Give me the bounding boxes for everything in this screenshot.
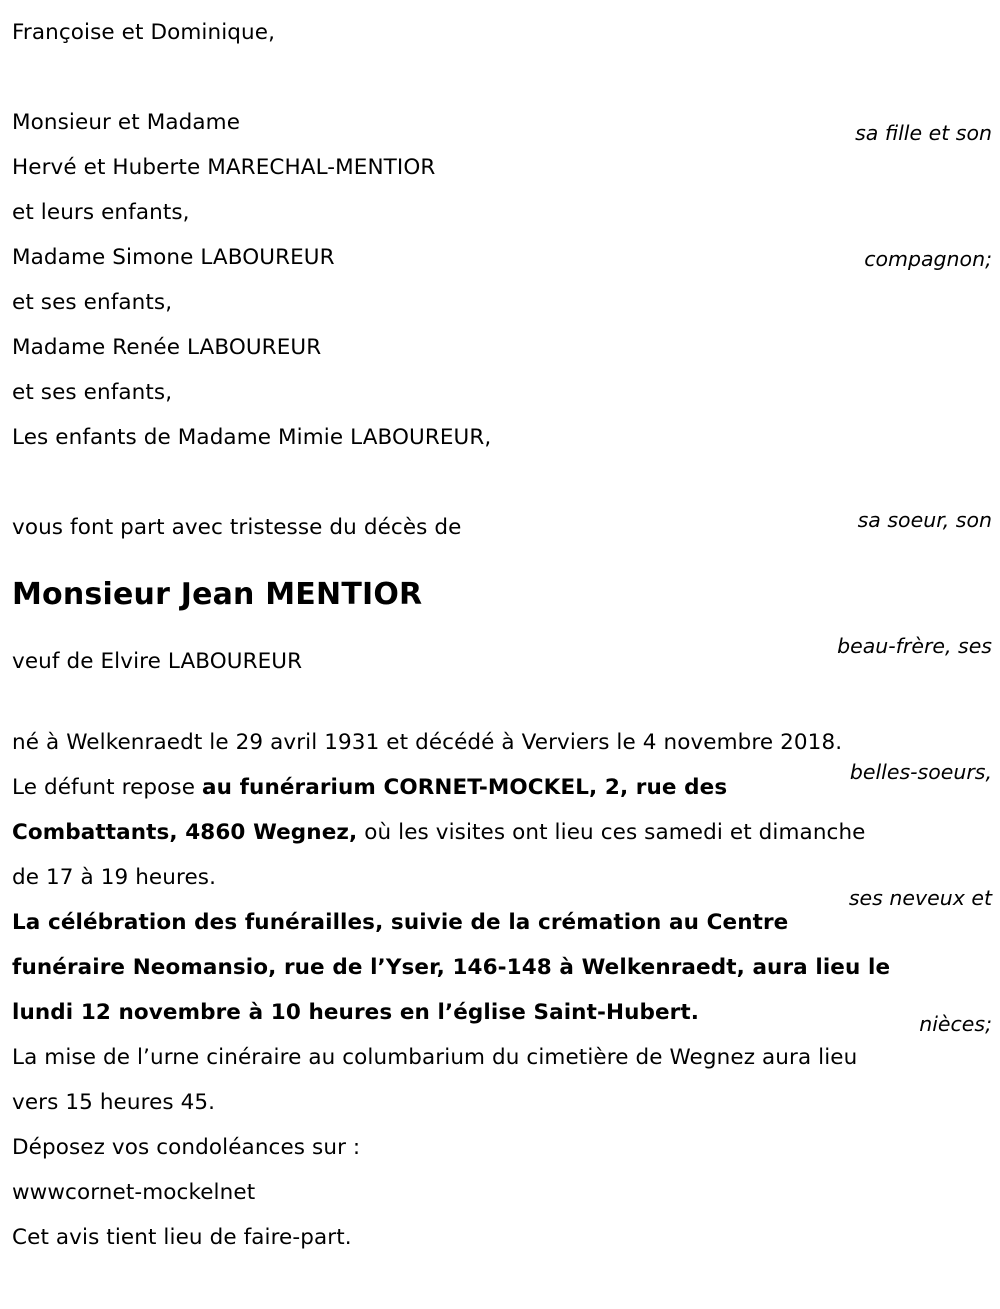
closing-line: Cet avis tient lieu de faire-part.: [12, 1225, 352, 1250]
relation-line: ses neveux et: [848, 886, 992, 910]
urn-paragraph: La mise de l’urne cinéraire au columbarium du cimetière de Wegnez aura lieu vers 15 heures 45.: [12, 1045, 858, 1115]
paragraph-spacer: [12, 550, 712, 572]
repose-text-part-3: où les visites ont lieu ces samedi et dimanche de 17 à 19 heures.: [12, 820, 866, 890]
funerarium-address: au funérarium CORNET-MOCKEL, 2, rue des Combattants, 4860 Wegnez,: [12, 775, 728, 845]
announcer-line: et leurs enfants,: [12, 200, 190, 225]
relation-line: sa fille et son: [855, 121, 992, 145]
announcer-line: et ses enfants,: [12, 290, 173, 315]
relation-line: compagnon;: [864, 247, 992, 271]
notice-body: [12, 0, 891, 1260]
relation-line: beau-frère, ses: [837, 634, 992, 658]
birth-death-line: né à Welkenraedt le 29 avril 1931 et décédé à Verviers le 4 novembre 2018.: [12, 730, 843, 755]
relation-line: belles-soeurs,: [849, 760, 992, 784]
condolences-prompt: Déposez vos condoléances sur :: [12, 1135, 361, 1160]
announcer-line: Madame Simone LABOUREUR: [12, 245, 335, 270]
repose-text-part-1: Le défunt repose: [12, 775, 202, 800]
announcer-line: Françoise et Dominique,: [12, 20, 276, 45]
paragraph-spacer: [12, 460, 712, 505]
paragraph-spacer: [12, 617, 712, 639]
paragraph-spacer: [12, 55, 712, 100]
ceremony-paragraph: La célébration des funérailles, suivie de la crémation au Centre funéraire Neomansio, rue de l’Yser, 146-148 à Welkenraedt, aura lieu le lundi 12 novembre à 10 heures en l’église Saint-Hubert.: [12, 910, 891, 1025]
relation-line: nièces;: [919, 1012, 992, 1036]
paragraph-spacer: [12, 684, 712, 720]
announcer-line: Madame Renée LABOUREUR: [12, 335, 322, 360]
announcement-intro: vous font part avec tristesse du décès de: [12, 515, 462, 540]
announcer-line: et ses enfants,: [12, 380, 173, 405]
repose-paragraph: [12, 765, 892, 900]
condolences-website[interactable]: wwwcornet-mockelnet: [12, 1180, 256, 1205]
spouse-line: veuf de Elvire LABOUREUR: [12, 649, 303, 674]
deceased-name: Monsieur Jean MENTIOR: [12, 577, 423, 612]
announcer-line: Monsieur et Madame: [12, 110, 241, 135]
relation-line: sa soeur, son: [857, 508, 992, 532]
announcer-line: Les enfants de Madame Mimie LABOUREUR,: [12, 425, 492, 450]
announcer-line: Hervé et Huberte MARECHAL-MENTIOR: [12, 155, 436, 180]
